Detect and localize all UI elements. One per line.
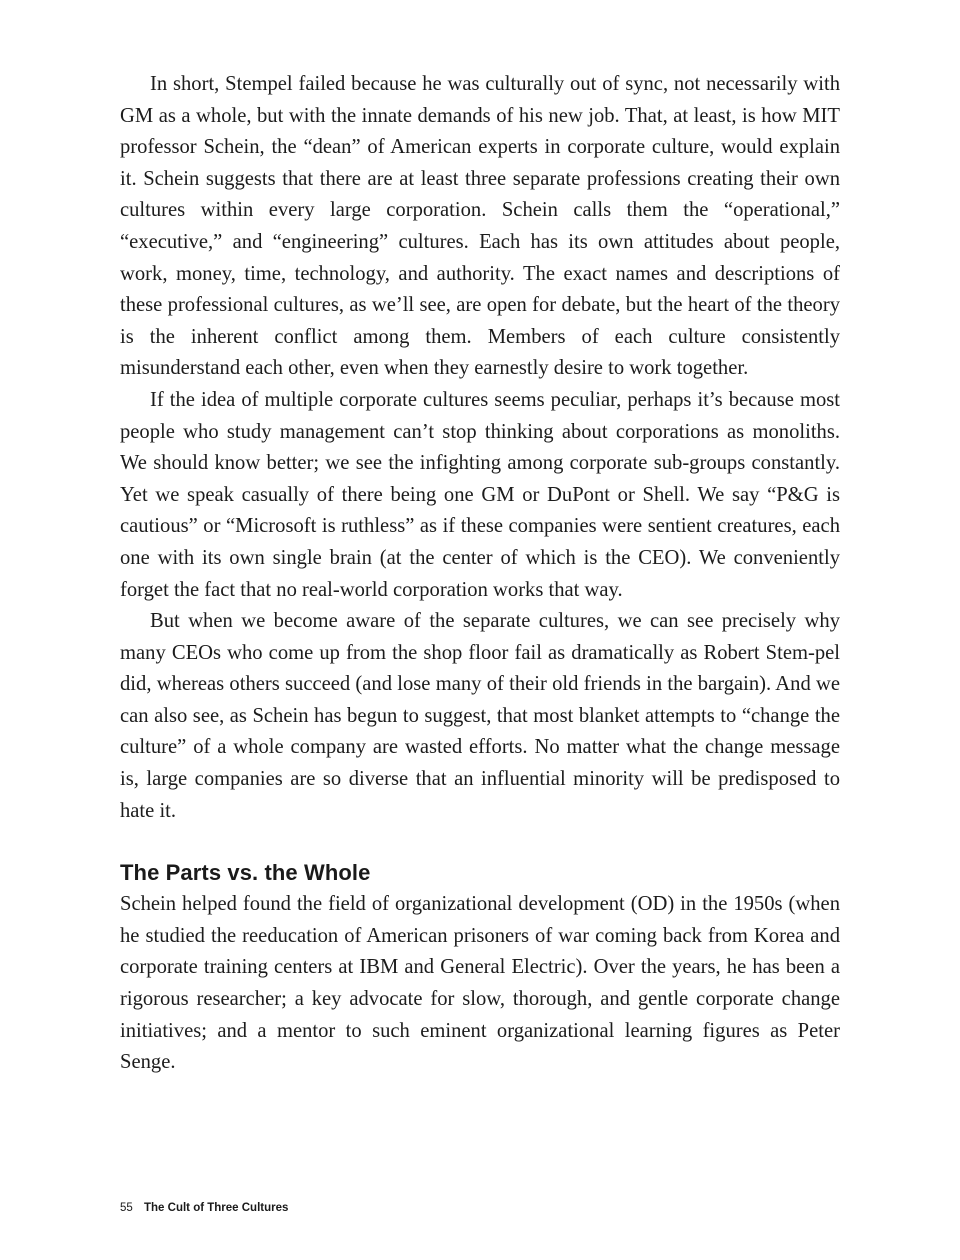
page-footer xyxy=(120,1200,288,1216)
body-text xyxy=(120,69,840,1079)
paragraph-stempel: In short, Stempel failed because he was culturally out of sync, not necessarily with GM as a whole, but with the innate demands of his new job. That, at least, is how MIT professor Schein, the “dean” of American experts in corporate culture, would explain it. Schein suggests that there are at least three separate professions creating their own cultures within every large corporation. Schein calls them the “operational,” “executive,” and “engineering” cultures. Each has its own attitudes about people, work, money, time, technology, and authority. The exact names and descriptions of these professional cultures, as we’ll see, are open for debate, but the heart of the theory is the inherent conflict among them. Members of each culture consistently misunderstand each other, even when they earnestly desire to work together. xyxy=(120,73,840,380)
paragraph-multiple-cultures: If the idea of multiple corporate cultures seems peculiar, perhaps it’s because most people who study management can’t stop thinking about corporations as monoliths. We should know better; we see the infighting among corporate sub-groups constantly. Yet we speak casually of there being one GM or DuPont or Shell. We say “P&G is cautious” or “Microsoft is ruthless” as if these companies were sentient creatures, each one with its own single brain (at the center of which is the CEO). We conveniently forget the fact that no real-world corporation works that way. xyxy=(120,388,840,601)
running-title: The Cult of Three Cultures xyxy=(144,1202,289,1214)
paragraph-separate-cultures: But when we become aware of the separate cultures, we can see precisely why many CEOs who come up from the shop floor fail as dramatically as Robert Stem-pel did, whereas others succeed (and lose many of their old friends in the bargain). And we can also see, as Schein has begun to suggest, that most blanket attempts to “change the culture” of a whole company are wasted efforts. No matter what the change message is, large companies are so diverse that an influential minority will be predisposed to hate it. xyxy=(120,610,840,822)
page-number: 55 xyxy=(120,1202,133,1214)
paragraph-schein-background: Schein helped found the field of organizational development (OD) in the 1950s (when he studied the reeducation of American prisoners of war coming back from Korea and corporate training centers at IBM and General Electric). Over the years, he has been a rigorous researcher; a key advocate for slow, thorough, and gentle corporate change initiatives; and a mentor to such eminent organizational learning figures as Peter Senge. xyxy=(120,893,840,1074)
section-heading: The Parts vs. the Whole xyxy=(120,860,371,886)
